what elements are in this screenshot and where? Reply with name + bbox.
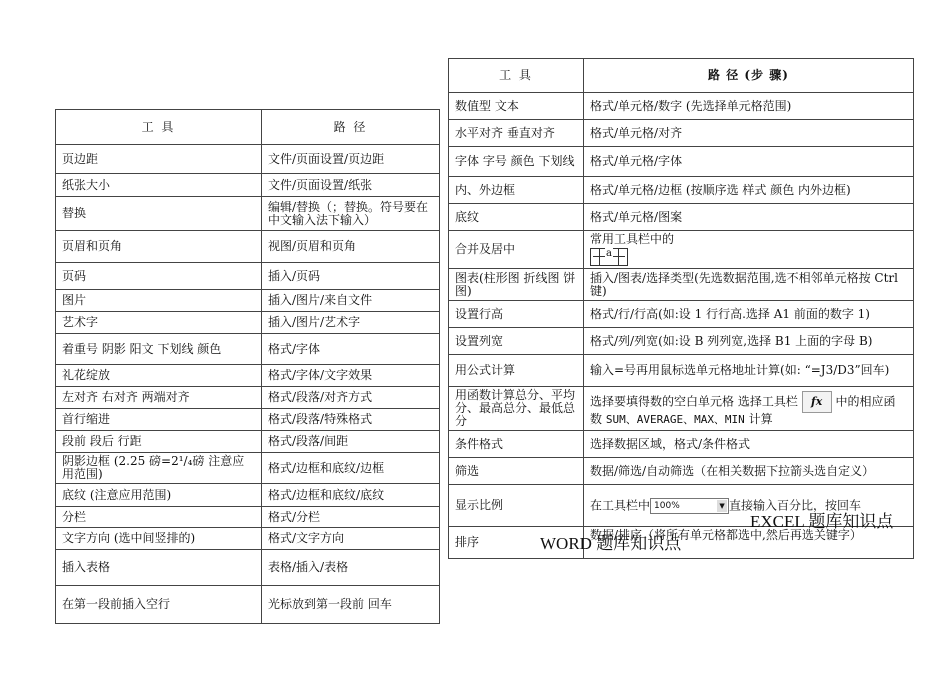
path-cell: 格式/段落/间距 <box>262 431 440 453</box>
table-row <box>449 147 914 177</box>
merge-text: 常用工具栏中的 <box>590 232 675 246</box>
word-tools-table <box>55 109 440 624</box>
table-header-row <box>56 110 440 145</box>
path-cell: 输入=号再用鼠标选单元格地址计算(如: “=J3/D3”回车) <box>584 355 914 387</box>
tool-cell: 设置列宽 <box>449 328 584 355</box>
path-cell: 编辑/替换（；替换。符号要在中文输入法下输入） <box>262 197 440 231</box>
tool-cell: 显示比例 <box>449 485 584 527</box>
function-text-b: 中的相应函数 <box>590 394 896 426</box>
table-row <box>449 431 914 458</box>
path-cell: 数据/排序（将所有单元格都选中,然后再选关键字） <box>584 527 914 559</box>
path-cell: 格式/字体/文字效果 <box>262 365 440 387</box>
path-cell: 选择数据区域，格式/条件格式 <box>584 431 914 458</box>
path-cell: 视图/页眉和页角 <box>262 231 440 263</box>
path-cell: 插入/图片/艺术字 <box>262 312 440 334</box>
path-cell: 格式/列/列宽(如:设 B 列列宽,选择 B1 上面的字母 B) <box>584 328 914 355</box>
zoom-value: 100% <box>654 500 680 511</box>
table-row <box>56 387 440 409</box>
table-row <box>56 312 440 334</box>
tool-cell: 着重号 阴影 阳文 下划线 颜色 <box>56 334 262 365</box>
table-row <box>56 409 440 431</box>
tool-cell: 首行缩进 <box>56 409 262 431</box>
zoom-text-a: 在工具栏中 <box>590 498 651 512</box>
table-row <box>56 263 440 290</box>
tool-cell: 排序 <box>449 527 584 559</box>
table-header-row <box>449 59 914 93</box>
tool-cell: 分栏 <box>56 507 262 528</box>
tool-cell: 图片 <box>56 290 262 312</box>
path-cell <box>584 231 914 269</box>
table-row <box>449 93 914 120</box>
tool-cell: 筛选 <box>449 458 584 485</box>
path-cell: 格式/单元格/图案 <box>584 204 914 231</box>
path-cell: 光标放到第一段前 回车 <box>262 586 440 624</box>
path-cell: 文件/页面设置/页边距 <box>262 145 440 174</box>
tool-cell: 水平对齐 垂直对齐 <box>449 120 584 147</box>
tool-cell: 左对齐 右对齐 两端对齐 <box>56 387 262 409</box>
tool-cell: 用函数计算总分、平均分、最高总分、最低总分 <box>449 387 584 431</box>
merge-icon-letter: a <box>606 248 612 259</box>
tool-cell: 数值型 文本 <box>449 93 584 120</box>
table-row <box>56 431 440 453</box>
chevron-down-icon: ▼ <box>717 500 727 512</box>
tool-cell: 用公式计算 <box>449 355 584 387</box>
header-path: 路 径 (步 骤) <box>584 59 914 93</box>
table-row <box>56 145 440 174</box>
path-cell <box>584 387 914 431</box>
path-cell: 格式/边框和底纹/边框 <box>262 453 440 484</box>
function-text-c: 计算 <box>748 412 773 426</box>
path-cell: 格式/行/行高(如:设 1 行行高.选择 A1 前面的数字 1) <box>584 301 914 328</box>
tool-cell: 在第一段前插入空行 <box>56 586 262 624</box>
table-row <box>449 301 914 328</box>
tool-cell: 插入表格 <box>56 550 262 586</box>
tool-cell: 礼花绽放 <box>56 365 262 387</box>
table-row <box>449 177 914 204</box>
path-cell: 格式/文字方向 <box>262 528 440 550</box>
tool-cell: 纸张大小 <box>56 174 262 197</box>
tool-cell: 图表(柱形图 折线图 饼图) <box>449 269 584 301</box>
table-row <box>449 269 914 301</box>
tool-cell: 字体 字号 颜色 下划线 <box>449 147 584 177</box>
table-row <box>56 453 440 484</box>
header-path: 路 径 <box>262 110 440 145</box>
table-row <box>56 365 440 387</box>
path-cell: 格式/段落/特殊格式 <box>262 409 440 431</box>
header-tool: 工 具 <box>449 59 584 93</box>
word-caption: WORD 题库知识点 <box>540 534 682 553</box>
tool-cell: 页眉和页角 <box>56 231 262 263</box>
zoom-text-b: 直接输入百分比，按回车 <box>729 498 862 512</box>
tool-cell: 底纹 <box>449 204 584 231</box>
tool-cell: 设置行高 <box>449 301 584 328</box>
table-row <box>449 204 914 231</box>
path-cell: 文件/页面设置/纸张 <box>262 174 440 197</box>
table-row <box>56 290 440 312</box>
table-row <box>56 174 440 197</box>
path-cell: 格式/边框和底纹/底纹 <box>262 484 440 507</box>
excel-tools-table <box>448 58 914 559</box>
path-cell: 数据/筛选/自动筛选（在相关数据下拉箭头选自定义） <box>584 458 914 485</box>
tool-cell: 合并及居中 <box>449 231 584 269</box>
table-row <box>449 355 914 387</box>
tool-cell: 条件格式 <box>449 431 584 458</box>
table-row <box>449 458 914 485</box>
tool-cell: 页码 <box>56 263 262 290</box>
path-cell: 格式/单元格/对齐 <box>584 120 914 147</box>
tool-cell: 底纹 (注意应用范围) <box>56 484 262 507</box>
table-row <box>56 197 440 231</box>
path-cell: 格式/单元格/数字 (先选择单元格范围) <box>584 93 914 120</box>
path-cell: 插入/图表/选择类型(先选数据范围,选不相邻单元格按 Ctrl 键) <box>584 269 914 301</box>
excel-caption: EXCEL 题库知识点 <box>750 512 894 531</box>
table-row <box>449 387 914 431</box>
path-cell: 插入/图片/来自文件 <box>262 290 440 312</box>
table-row <box>56 334 440 365</box>
tool-cell: 替换 <box>56 197 262 231</box>
tool-cell: 阴影边框 (2.25 磅=2¹/₄磅 注意应用范围) <box>56 453 262 484</box>
path-cell: 插入/页码 <box>262 263 440 290</box>
function-text-a: 选择要填得数的空白单元格 选择工具栏 <box>590 394 798 409</box>
function-names: SUM、AVERAGE、MAX、MIN <box>605 413 745 426</box>
header-tool: 工 具 <box>56 110 262 145</box>
table-row <box>449 120 914 147</box>
table-row <box>56 231 440 263</box>
table-row <box>449 328 914 355</box>
tool-cell: 页边距 <box>56 145 262 174</box>
table-row <box>56 528 440 550</box>
fx-function-icon: fx <box>802 391 832 413</box>
tool-cell: 艺术字 <box>56 312 262 334</box>
table-row <box>56 484 440 507</box>
table-row <box>449 231 914 269</box>
tool-cell: 段前 段后 行距 <box>56 431 262 453</box>
path-cell: 格式/单元格/边框 (按顺序选 样式 颜色 内外边框) <box>584 177 914 204</box>
tool-cell: 内、外边框 <box>449 177 584 204</box>
path-cell: 格式/分栏 <box>262 507 440 528</box>
path-cell: 格式/单元格/字体 <box>584 147 914 177</box>
table-row <box>56 586 440 624</box>
table-row <box>56 507 440 528</box>
path-cell: 格式/字体 <box>262 334 440 365</box>
table-row <box>56 550 440 586</box>
merge-center-icon <box>590 248 628 266</box>
path-cell: 格式/段落/对齐方式 <box>262 387 440 409</box>
zoom-dropdown <box>650 498 729 514</box>
path-cell: 表格/插入/表格 <box>262 550 440 586</box>
tool-cell: 文字方向 (选中间竖排的) <box>56 528 262 550</box>
